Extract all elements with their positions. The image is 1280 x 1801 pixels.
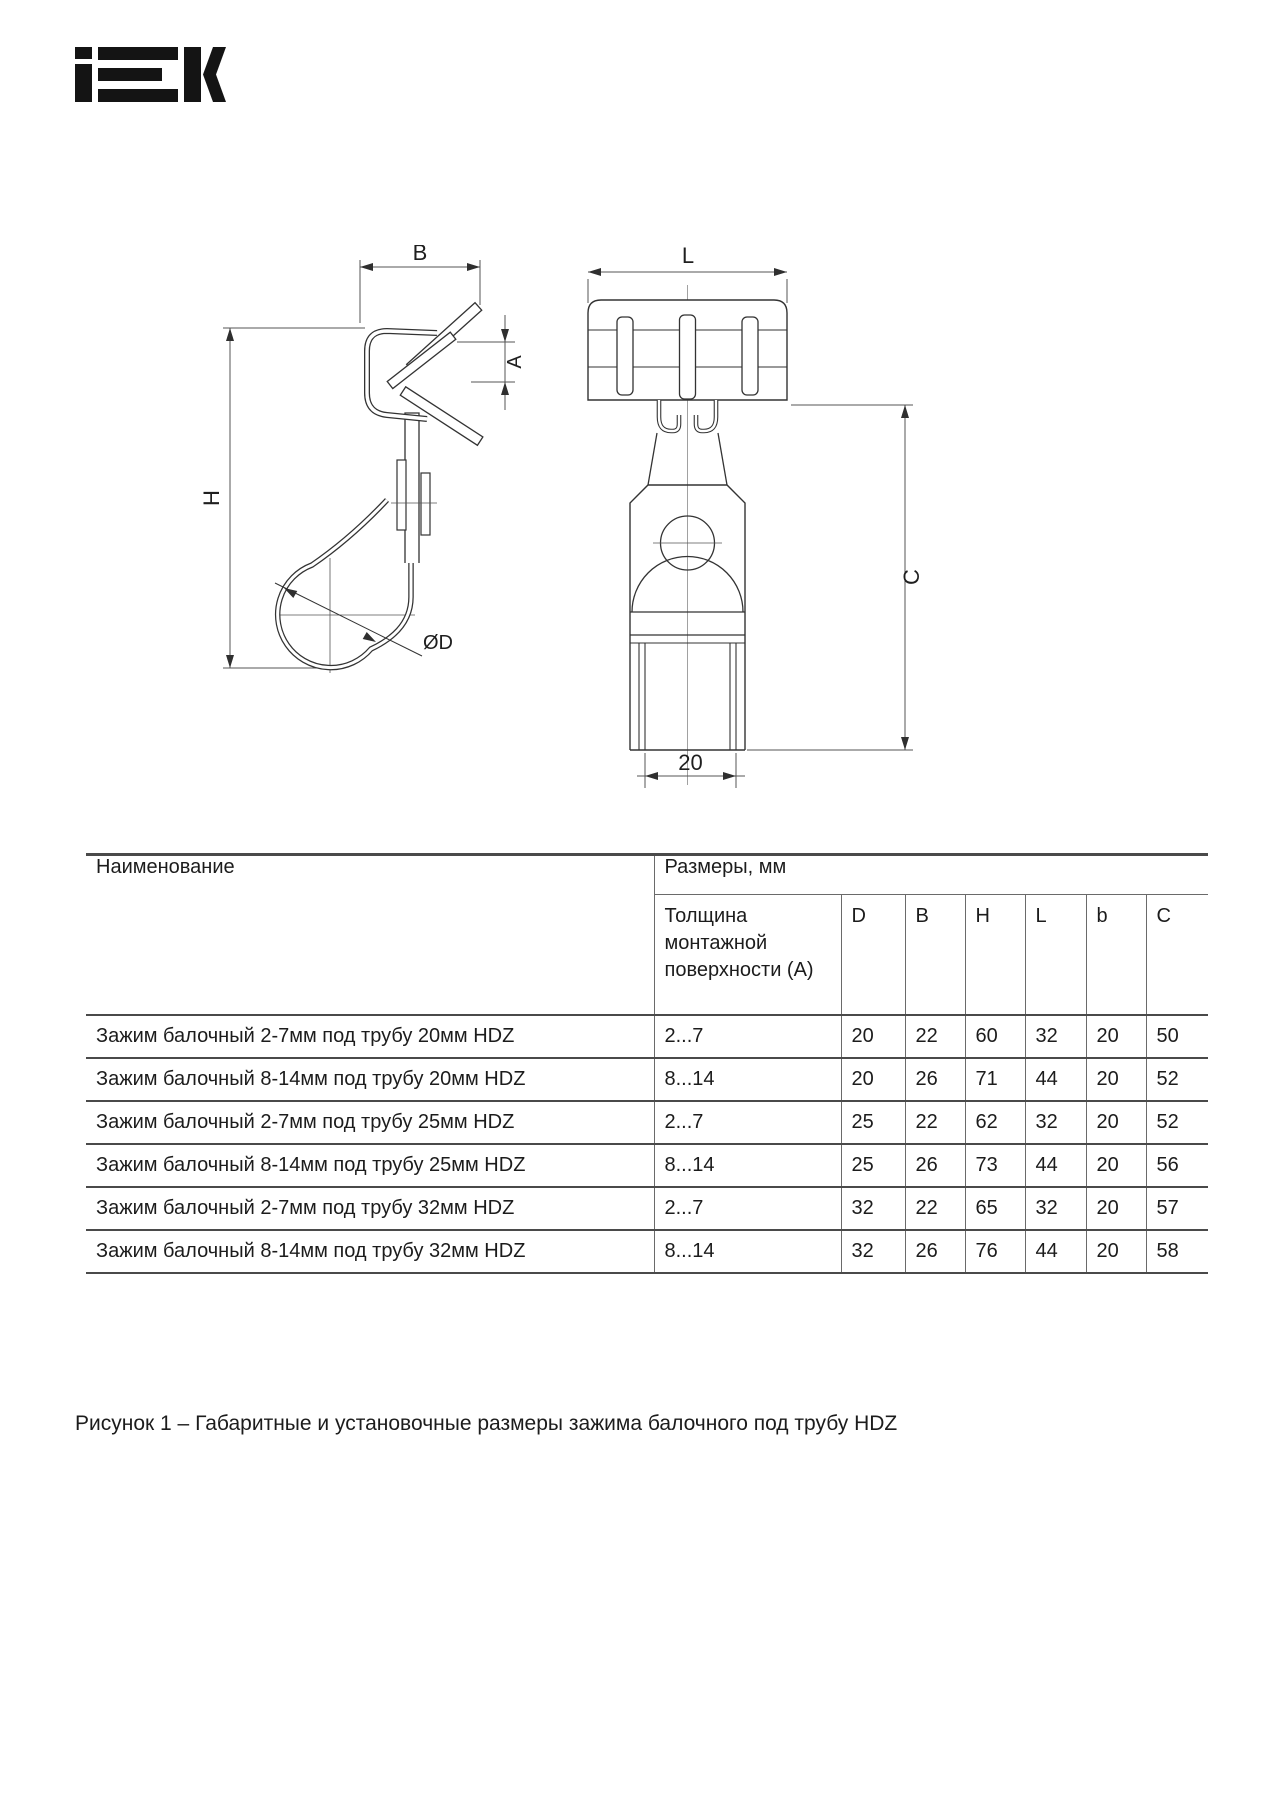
h-value: 60 <box>965 1015 1025 1058</box>
table-row <box>86 1187 1208 1230</box>
middle-prong <box>387 332 456 388</box>
b-value: 26 <box>905 1230 965 1273</box>
c-value: 52 <box>1146 1101 1208 1144</box>
logo-k-arm-lower <box>203 75 226 103</box>
d-value: 25 <box>841 1144 905 1187</box>
iek-logo <box>75 45 227 105</box>
table-row <box>86 1015 1208 1058</box>
dim-label-L: L <box>681 245 695 268</box>
c-value: 50 <box>1146 1015 1208 1058</box>
arrowhead <box>774 268 787 276</box>
dim-label-B: B <box>412 245 428 265</box>
l-value: 44 <box>1025 1058 1086 1101</box>
h-value: 73 <box>965 1144 1025 1187</box>
thickness-value: 8...14 <box>654 1144 841 1187</box>
b-value: 22 <box>905 1187 965 1230</box>
col-header-D: D <box>841 895 905 1015</box>
col-header-thickness: Толщина монтажной поверхности (А) <box>654 895 841 1015</box>
c-value: 57 <box>1146 1187 1208 1230</box>
hook-right <box>696 400 716 431</box>
col-header-B: B <box>905 895 965 1015</box>
thickness-value: 8...14 <box>654 1230 841 1273</box>
d-value: 20 <box>841 1058 905 1101</box>
b-value: 26 <box>905 1058 965 1101</box>
b-value: 26 <box>905 1144 965 1187</box>
arrowhead <box>501 382 509 395</box>
l-value: 32 <box>1025 1015 1086 1058</box>
b2-value: 20 <box>1086 1230 1146 1273</box>
arrowhead <box>901 737 909 750</box>
col-header-sizes: Размеры, мм <box>654 855 1208 895</box>
product-name: Зажим балочный 8-14мм под трубу 32мм HDZ <box>86 1230 654 1273</box>
clamp-strip <box>405 413 419 563</box>
table-row <box>86 1101 1208 1144</box>
thickness-value: 2...7 <box>654 1187 841 1230</box>
h-value: 62 <box>965 1101 1025 1144</box>
col-header-b: b <box>1086 895 1146 1015</box>
logo-k-stem <box>184 47 201 102</box>
b2-value: 20 <box>1086 1187 1146 1230</box>
h-value: 76 <box>965 1230 1025 1273</box>
plate-left <box>397 460 406 530</box>
dim-label-H: H <box>199 490 224 506</box>
col-header-H: H <box>965 895 1025 1015</box>
logo-e-mid <box>98 68 162 81</box>
l-value: 32 <box>1025 1187 1086 1230</box>
plate-right <box>421 473 430 535</box>
b-value: 22 <box>905 1015 965 1058</box>
arrowhead <box>226 328 234 341</box>
clip-tab-left <box>617 317 633 395</box>
figure-caption: Рисунок 1 – Габаритные и установочные размеры зажима балочного под трубу HDZ <box>75 1412 898 1435</box>
dim-label-20: 20 <box>678 750 703 775</box>
header-row-1 <box>86 855 1208 895</box>
product-name: Зажим балочный 8-14мм под трубу 25мм HDZ <box>86 1144 654 1187</box>
logo-k-arm-upper <box>203 47 226 75</box>
c-value: 58 <box>1146 1230 1208 1273</box>
d-value: 32 <box>841 1187 905 1230</box>
clip-tab-center <box>680 315 696 399</box>
table-row <box>86 1230 1208 1273</box>
logo-e-top <box>98 47 178 60</box>
logo-i-dot <box>75 47 92 59</box>
b2-value: 20 <box>1086 1101 1146 1144</box>
thickness-value: 8...14 <box>654 1058 841 1101</box>
b2-value: 20 <box>1086 1144 1146 1187</box>
l-value: 44 <box>1025 1144 1086 1187</box>
dim-label-A: A <box>504 355 526 369</box>
table-row <box>86 1144 1208 1187</box>
b-value: 22 <box>905 1101 965 1144</box>
d-value: 32 <box>841 1230 905 1273</box>
arrowhead <box>501 329 509 342</box>
arrowhead <box>226 655 234 668</box>
arrowhead <box>723 772 736 780</box>
diameter-leader <box>275 583 422 656</box>
hook-wire <box>278 500 411 668</box>
product-name: Зажим балочный 8-14мм под трубу 20мм HDZ <box>86 1058 654 1101</box>
l-value: 44 <box>1025 1230 1086 1273</box>
dim-label-OD: ØD <box>423 632 453 654</box>
product-name: Зажим балочный 2-7мм под трубу 25мм HDZ <box>86 1101 654 1144</box>
col-header-C: C <box>1146 895 1208 1015</box>
h-value: 65 <box>965 1187 1025 1230</box>
table-row <box>86 1058 1208 1101</box>
h-value: 71 <box>965 1058 1025 1101</box>
d-value: 25 <box>841 1101 905 1144</box>
thickness-value: 2...7 <box>654 1101 841 1144</box>
l-value: 32 <box>1025 1101 1086 1144</box>
arrowhead <box>901 405 909 418</box>
col-header-L: L <box>1025 895 1086 1015</box>
logo-e-bottom <box>98 89 178 102</box>
col-header-name: Наименование <box>96 856 235 878</box>
dimensions-table <box>86 853 1208 1274</box>
arrowhead <box>360 263 373 271</box>
c-value: 56 <box>1146 1144 1208 1187</box>
arrowhead <box>588 268 601 276</box>
arrowhead <box>645 772 658 780</box>
b2-value: 20 <box>1086 1058 1146 1101</box>
product-name: Зажим балочный 2-7мм под трубу 32мм HDZ <box>86 1187 654 1230</box>
front-view-drawing <box>555 245 955 795</box>
d-value: 20 <box>841 1015 905 1058</box>
dim-label-C: C <box>899 569 924 585</box>
product-name: Зажим балочный 2-7мм под трубу 20мм HDZ <box>86 1015 654 1058</box>
thickness-value: 2...7 <box>654 1015 841 1058</box>
b2-value: 20 <box>1086 1015 1146 1058</box>
arrowhead <box>467 263 480 271</box>
hook-left <box>659 400 679 431</box>
clip-tab-right <box>742 317 758 395</box>
side-view-drawing <box>175 245 535 695</box>
logo-i-body <box>75 64 92 102</box>
c-value: 52 <box>1146 1058 1208 1101</box>
